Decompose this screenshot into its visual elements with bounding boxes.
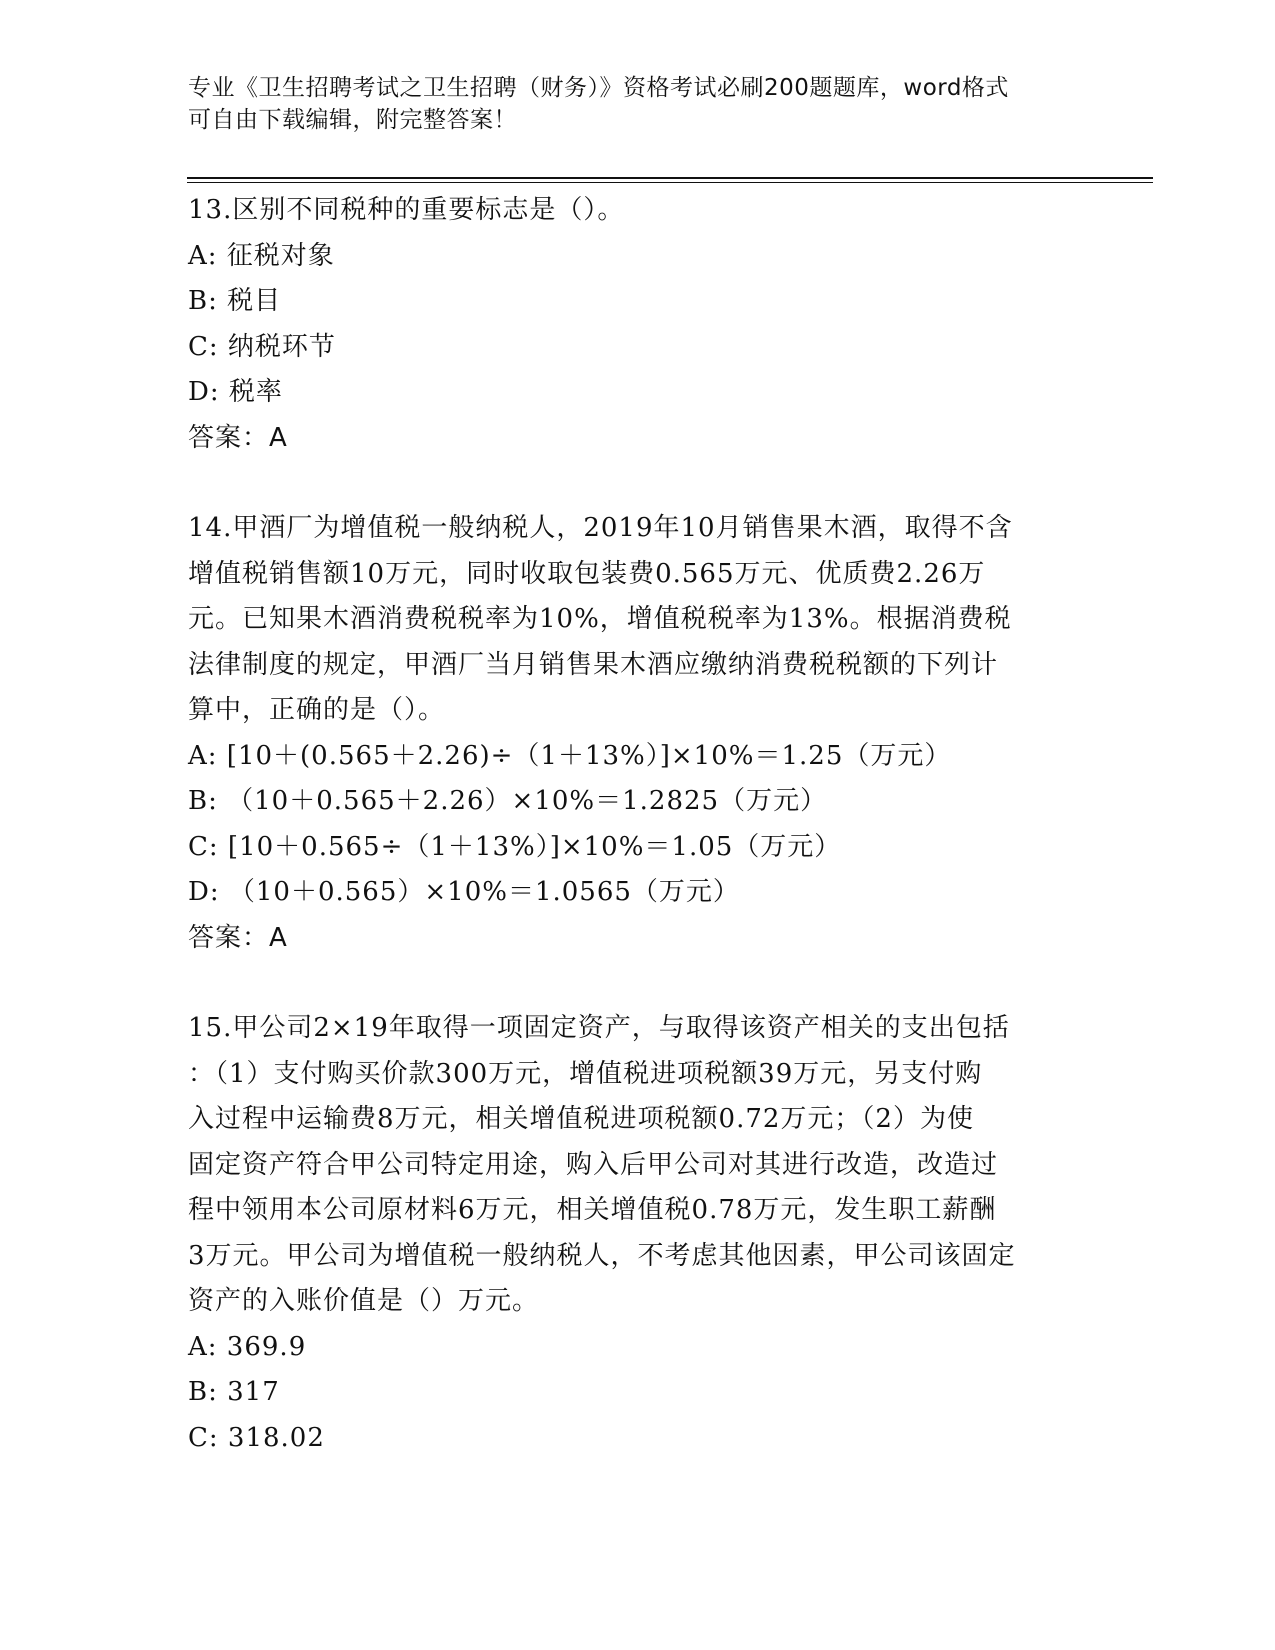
option-b: B: 317: [188, 1377, 280, 1407]
document-header: [188, 72, 1088, 136]
option-b: B: （10＋0.565＋2.26）×10%＝1.2825（万元）: [188, 786, 828, 816]
question-stem-line: 程中领用本公司原材料6万元，相关增值税0.78万元，发生职工薪酬: [188, 1195, 997, 1225]
option-b: B: 税目: [188, 286, 282, 316]
question-15: [188, 1006, 1088, 1461]
option-d: D: 税率: [188, 377, 283, 407]
question-stem-line: 法律制度的规定，甲酒厂当月销售果木酒应缴纳消费税税额的下列计: [188, 649, 999, 680]
question-stem-line: ：（1）支付购买价款300万元，增值税进项税额39万元，另支付购: [188, 1058, 983, 1089]
question-stem-line: 15.甲公司2×19年取得一项固定资产，与取得该资产相关的支出包括: [188, 1013, 1010, 1043]
option-a: A: 369.9: [188, 1331, 307, 1362]
answer-line: 答案：A: [188, 922, 288, 953]
question-stem-line: 14.甲酒厂为增值税一般纳税人，2019年10月销售果木酒，取得不含: [188, 513, 1013, 543]
header-line-1: 专业《卫生招聘考试之卫生招聘（财务）》资格考试必刷200题题库，word格式: [188, 75, 1009, 101]
question-stem-line: 算中，正确的是（）。: [188, 695, 446, 725]
option-d: D: （10＋0.565）×10%＝1.0565（万元）: [188, 877, 740, 907]
question-stem-line: 资产的入账价值是（）万元。: [188, 1286, 540, 1316]
question-14: [188, 506, 1088, 961]
option-a: A: 征税对象: [188, 240, 335, 271]
option-c: C: [10＋0.565÷（1＋13%）]×10%＝1.05（万元）: [188, 831, 842, 862]
header-divider-thin: [187, 182, 1153, 183]
question-stem-line: 入过程中运输费8万元，相关增值税进项税额0.72万元；（2）为使: [188, 1104, 974, 1134]
question-stem-line: 增值税销售额10万元，同时收取包装费0.565万元、优质费2.26万: [188, 558, 986, 589]
option-a: A: [10＋(0.565＋2.26)÷（1＋13%）]×10%＝1.25（万元）: [188, 740, 952, 771]
question-spacer: [188, 461, 1088, 506]
question-13: [188, 188, 1088, 461]
option-c: C: 纳税环节: [188, 331, 336, 362]
header-divider-thick: [187, 177, 1153, 179]
question-spacer: [188, 961, 1088, 1006]
option-c: C: 318.02: [188, 1422, 325, 1453]
question-stem-line: 3万元。甲公司为增值税一般纳税人，不考虑其他因素，甲公司该固定: [188, 1240, 1016, 1271]
header-line-2: 可自由下载编辑，附完整答案！: [188, 107, 517, 133]
question-stem-line: 元。已知果木酒消费税税率为10%，增值税税率为13%。根据消费税: [188, 604, 1012, 634]
question-stem-line: 13.区别不同税种的重要标志是（）。: [188, 195, 625, 225]
question-stem-line: 固定资产符合甲公司特定用途，购入后甲公司对其进行改造，改造过: [188, 1149, 999, 1180]
answer-line: 答案：A: [188, 422, 288, 453]
question-list: [188, 188, 1088, 1461]
